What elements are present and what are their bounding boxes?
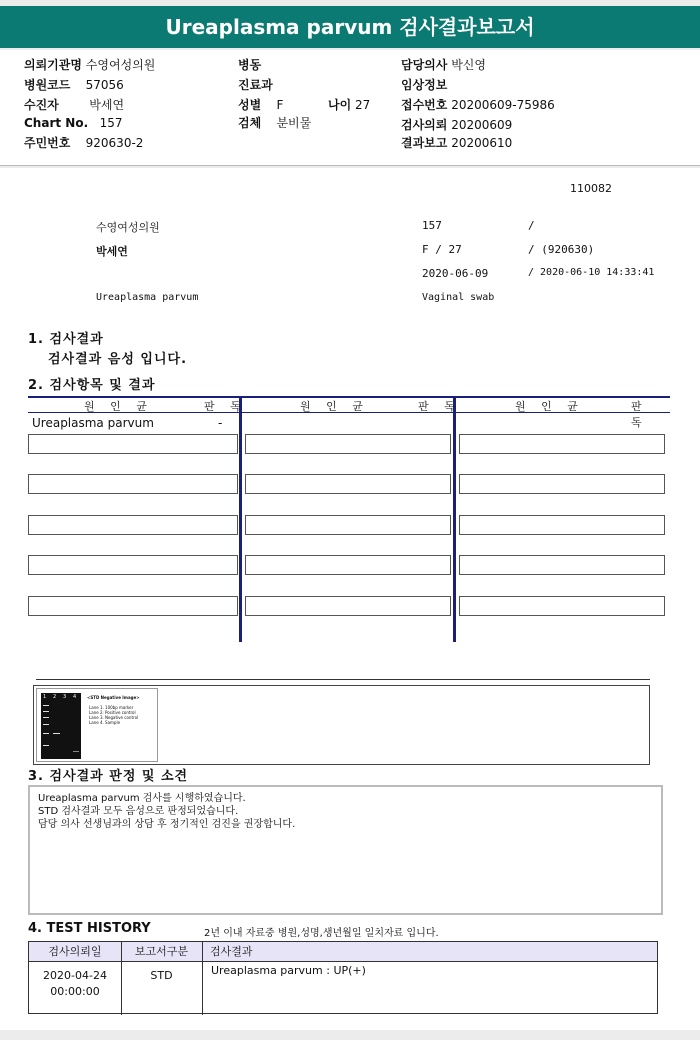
result-cell xyxy=(459,434,665,454)
col-judgement-header: 판 독 xyxy=(631,400,648,429)
report-date-field: 결과보고 20200610 xyxy=(401,136,513,150)
doctor-field: 담당의사 박신영 xyxy=(401,58,486,72)
result-cell xyxy=(245,515,451,535)
history-type: STD xyxy=(150,969,173,982)
col-pathogen-header: 원 인 균 xyxy=(515,400,584,413)
ward-field: 병동 xyxy=(238,58,262,72)
specimen-field: 검체 분비물 xyxy=(238,116,312,130)
col-pathogen-header: 원 인 균 xyxy=(84,400,153,413)
lane-number: 1 xyxy=(43,694,47,700)
lane-number: 4 xyxy=(73,694,77,700)
section3-heading: 3. 검사결과 판정 및 소견 xyxy=(28,769,189,784)
history-date: 2020-04-24 xyxy=(43,969,107,982)
result-judgement: - xyxy=(218,416,223,430)
section1-heading: 1. 검사결과 xyxy=(28,332,104,347)
report-clinic: 수영여성의원 xyxy=(96,221,160,234)
gel-band xyxy=(43,705,49,706)
opinion-line: STD 검사결과 모두 음성으로 판정되었습니다. xyxy=(38,806,239,817)
report-specimen: Vaginal swab xyxy=(422,292,495,303)
result-cell xyxy=(245,596,451,616)
lane-number: 2 xyxy=(53,694,57,700)
header-info xyxy=(0,50,700,166)
rrn-field: 주민번호 920630-2 xyxy=(24,136,144,150)
gel-image-panel xyxy=(33,685,650,765)
gel-band xyxy=(73,751,79,752)
section2-heading: 2. 검사항목 및 결과 xyxy=(28,378,156,393)
col-judgement-header: 판 독 xyxy=(204,400,247,413)
report-code: 110082 xyxy=(570,182,612,195)
col-judgement-header: 판 독 xyxy=(418,400,461,413)
result-cell xyxy=(245,555,451,575)
chart-field: Chart No. 157 xyxy=(24,116,123,130)
section4-heading: 4. TEST HISTORY xyxy=(28,921,151,936)
code-field: 병원코드 57056 xyxy=(24,78,124,92)
lane-number: 3 xyxy=(63,694,67,700)
result-cell xyxy=(459,555,665,575)
result-grid xyxy=(28,396,670,642)
hospital-field: 의뢰기관명 수영여성의원 xyxy=(24,58,156,72)
age-field: 나이 27 xyxy=(328,98,371,112)
gel-band xyxy=(43,733,49,734)
gel-band xyxy=(43,711,49,712)
opinion-line: 담당 의사 선생님과의 상담 후 정기적인 검진을 권장합니다. xyxy=(38,819,296,830)
result-cell xyxy=(245,474,451,494)
report-slash: / xyxy=(528,219,535,232)
gel-lanes xyxy=(41,693,81,759)
report-chart: 157 xyxy=(422,219,442,232)
patient-field: 수진자 박세연 xyxy=(24,98,125,112)
gel-band xyxy=(43,745,49,746)
opinion-line: Ureaplasma parvum 검사를 시행하였습니다. xyxy=(38,793,246,804)
result-cell xyxy=(28,434,238,454)
gel-image xyxy=(36,688,158,762)
dept-field: 진료과 xyxy=(238,78,273,92)
gel-caption-title: <STD Negative Image> xyxy=(87,695,140,700)
history-divider xyxy=(202,942,203,1015)
result-cell xyxy=(459,515,665,535)
result-cell xyxy=(28,474,238,494)
receipt-field: 접수번호 20200609-75986 xyxy=(401,98,555,112)
result-pathogen: Ureaplasma parvum xyxy=(32,416,154,430)
result-cell xyxy=(28,555,238,575)
clinical-field: 임상정보 xyxy=(401,78,448,92)
gel-lane-label: Lane 3. Negative control xyxy=(89,715,139,720)
report-request-date: 2020-06-09 xyxy=(422,267,489,280)
history-note: 2년 이내 자료중 병원,성명,생년월일 일치자료 입니다. xyxy=(204,928,439,939)
section1-text: 검사결과 음성 입니다. xyxy=(48,352,188,367)
result-cell xyxy=(28,515,238,535)
history-time: 00:00:00 xyxy=(50,985,100,998)
gel-band xyxy=(43,724,49,725)
history-col-date: 검사의뢰일 xyxy=(29,942,121,962)
result-cell xyxy=(459,474,665,494)
gel-band xyxy=(43,717,49,718)
history-col-type: 보고서구분 xyxy=(121,942,202,962)
gel-lane-label: Lane 1. 100bp marker xyxy=(89,705,134,710)
opinion-textarea xyxy=(28,785,663,915)
report-page xyxy=(0,168,700,1030)
col-pathogen-header: 원 인 균 xyxy=(300,400,369,413)
grid-divider xyxy=(453,396,456,642)
grid-divider xyxy=(239,396,242,642)
gel-band xyxy=(53,733,60,734)
report-birth: / (920630) xyxy=(528,243,595,256)
result-cell xyxy=(459,596,665,616)
history-table xyxy=(28,941,658,1014)
result-cell xyxy=(245,434,451,454)
image-divider xyxy=(36,679,650,680)
gel-lane-label: Lane 2. Positive control xyxy=(89,710,136,715)
gel-lane-label: Lane 4. Sample xyxy=(89,720,121,725)
request-field: 검사의뢰 20200609 xyxy=(401,118,513,132)
report-datetime: / 2020-06-10 14:33:41 xyxy=(528,267,655,278)
report-test: Ureaplasma parvum xyxy=(96,292,199,303)
sex-field: 성별 F xyxy=(238,98,284,112)
result-cell xyxy=(28,596,238,616)
report-sex-age: F / 27 xyxy=(422,243,462,256)
gel-caption-lanes xyxy=(89,705,138,725)
report-patient: 박세연 xyxy=(96,245,128,258)
history-col-result: 검사결과 xyxy=(202,942,657,962)
history-result: Ureaplasma parvum : UP(+) xyxy=(211,964,366,977)
report-title: Ureaplasma parvum 검사결과보고서 xyxy=(0,6,700,48)
